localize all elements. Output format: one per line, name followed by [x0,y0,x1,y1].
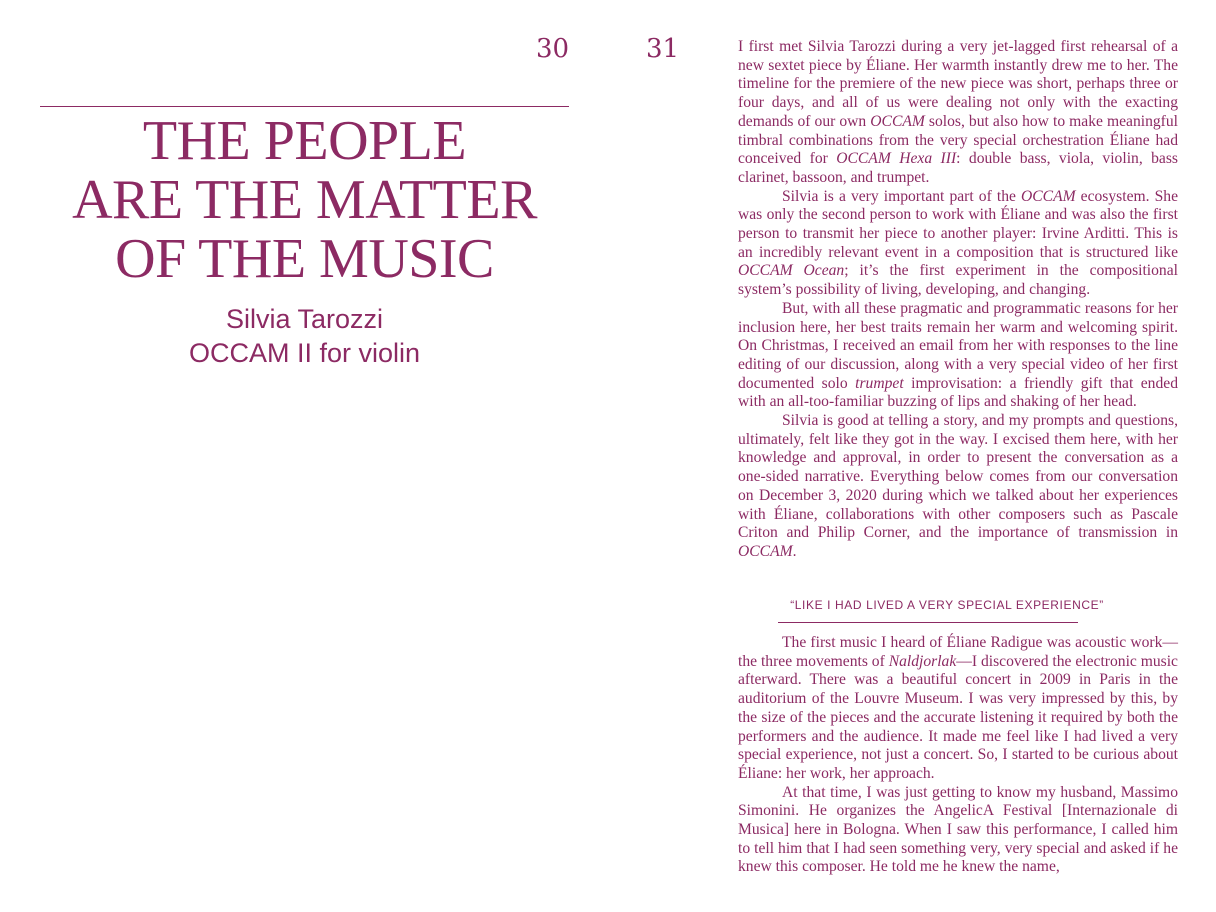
section-heading: “LIKE I HAD LIVED A VERY SPECIAL EXPERIENCE” [790,598,1104,612]
performer-name: Silvia Tarozzi [225,304,384,334]
intro-paragraph: Silvia is a very important part of the OCCAM ecosystem. She was only the second person to work with Éliane and was also the first person to transmit her piece to another player: Irvine Arditti. This is an incredibly relevant event in a composition that is structured like OCCAM Ocean; it’s the first experiment in the compositional system’s possibility of living, developing, and changing. [738,187,1178,299]
intro-paragraph: But, with all these pragmatic and programmatic reasons for her inclusion here, her best traits remain her warm and welcoming spirit. On Christmas, I received an email from her with responses to the line editing of our discussion, along with a very special video of her first documented solo trumpet improvisation: a friendly gift that ended with an all-too-familiar buzzing of lips and shaking of her head. [738,299,1178,411]
piece-name: OCCAM II for violin [188,338,421,368]
intro-paragraph: I first met Silvia Tarozzi during a very jet-lagged first rehearsal of a new sextet piece by Éliane. Her warmth instantly drew me to her. The timeline for the premiere of the new piece was short, perhaps three or four days, and all of us were dealing not only with the exacting demands of our own OCCAM solos, but also how to make meaningful timbral combinations from the very special orchestration Éliane had conceived for OCCAM Hexa III: double bass, viola, violin, bass clarinet, bassoon, and trumpet. [738,38,1178,186]
body-text [738,634,1178,877]
intro-text [738,38,1178,562]
chapter-title-line: ARE THE MATTER [72,169,537,231]
chapter-title [40,112,569,289]
title-rule [40,106,569,107]
chapter-title-line: OF THE MUSIC [115,228,494,290]
chapter-subtitle [40,302,569,370]
body-paragraph: The first music I heard of Éliane Radigue was acoustic work—the three movements of Naldjorlak—I discovered the electronic music afterward. There was a beautiful concert in 2009 in Paris in the auditorium of the Louvre Museum. I was very impressed by this, by the size of the pieces and the accurate listening it required by both the performers and the audience. It made me feel like I had lived a very special experience, not just a concert. So, I started to be curious about Éliane: her work, her approach. [738,634,1178,782]
intro-paragraph: Silvia is good at telling a story, and my prompts and questions, ultimately, felt like they got in the way. I excised them here, with her knowledge and approval, in order to present the conversation as a one-sided narrative. Everything below comes from our conversation on December 3, 2020 during which we talked about her experiences with Éliane, collaborations with other composers such as Pascale Criton and Philip Corner, and the importance of transmission in OCCAM. [738,412,1178,560]
chapter-title-line: THE PEOPLE [142,110,467,172]
section-rule [778,622,1078,623]
page-number-left: 30 [536,34,570,64]
page-number-right: 31 [646,34,680,64]
body-paragraph: At that time, I was just getting to know my husband, Massimo Simonini. He organizes the AngelicA Festival [Internazionale di Musica] here in Bologna. When I saw this performance, I called him to tell him that I had seen something very, very special and asked if he knew this composer. He told me he knew the name, [738,783,1178,876]
